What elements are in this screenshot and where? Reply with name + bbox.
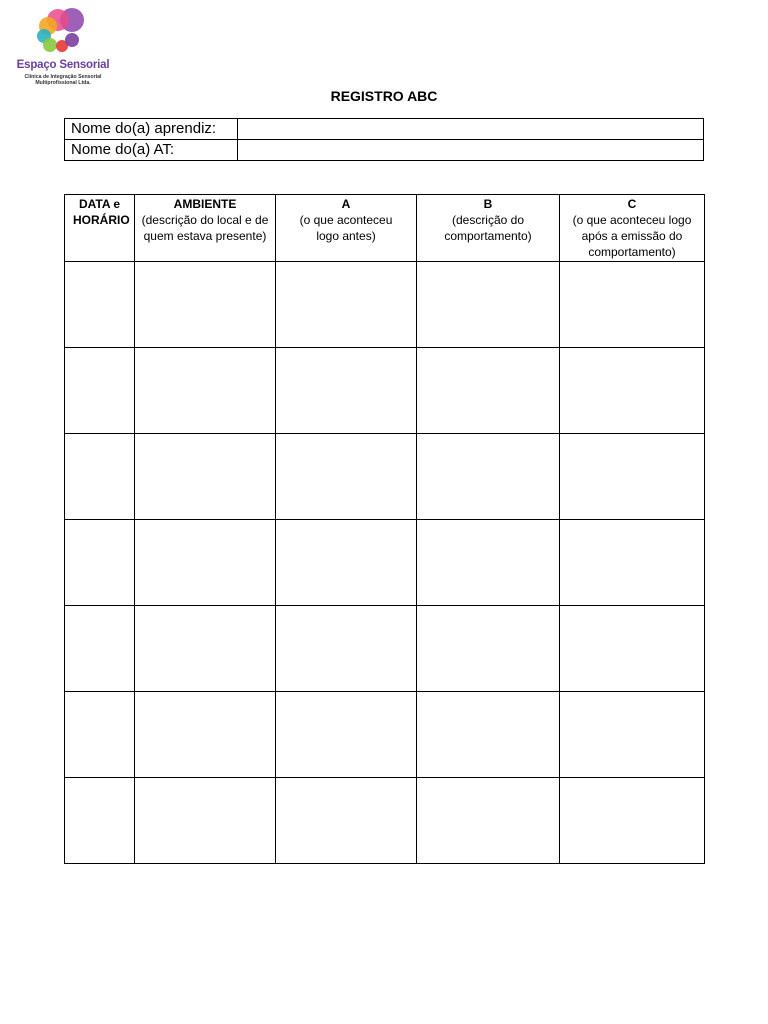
date-time-cell[interactable] [65, 778, 135, 864]
behavior-cell[interactable] [417, 262, 560, 348]
consequence-cell[interactable] [560, 606, 705, 692]
clinic-logo [14, 6, 110, 86]
at-name-row [65, 140, 704, 161]
column-description: (o que aconteceu logo após a emissão do comportamento) [572, 213, 692, 259]
logo-graphic [14, 6, 110, 60]
date-time-cell[interactable] [65, 692, 135, 778]
date-time-cell[interactable] [65, 606, 135, 692]
abc-record-table [64, 194, 705, 864]
column-heading: C [627, 197, 637, 211]
antecedent-cell[interactable] [276, 606, 417, 692]
document-title: REGISTRO ABC [330, 88, 438, 104]
logo-circle-green [43, 38, 57, 52]
logo-subtitle-line1: Clínica de Integração Sensorial [24, 74, 102, 80]
consequence-cell[interactable] [560, 434, 705, 520]
consequence-cell[interactable] [560, 348, 705, 434]
behavior-cell[interactable] [417, 606, 560, 692]
column-header-c [560, 195, 705, 262]
consequence-cell[interactable] [560, 262, 705, 348]
column-header-ambiente [135, 195, 276, 262]
column-heading: AMBIENTE [173, 197, 237, 211]
column-heading: DATA e HORÁRIO [73, 197, 130, 227]
date-time-cell[interactable] [65, 434, 135, 520]
table-row [65, 348, 705, 434]
column-description: (descrição do local e de quem estava presente) [141, 213, 269, 243]
date-time-cell[interactable] [65, 520, 135, 606]
behavior-cell[interactable] [417, 434, 560, 520]
consequence-cell[interactable] [560, 520, 705, 606]
antecedent-cell[interactable] [276, 778, 417, 864]
ambiente-cell[interactable] [135, 692, 276, 778]
ambiente-cell[interactable] [135, 520, 276, 606]
column-description: (o que aconteceu logo antes) [299, 213, 393, 243]
column-header-a [276, 195, 417, 262]
column-header-b [417, 195, 560, 262]
learner-name-row [65, 119, 704, 140]
name-fields-table [64, 118, 704, 161]
date-time-cell[interactable] [65, 262, 135, 348]
at-name-field[interactable] [238, 140, 704, 161]
ambiente-cell[interactable] [135, 262, 276, 348]
behavior-cell[interactable] [417, 778, 560, 864]
learner-name-field[interactable] [238, 119, 704, 140]
antecedent-cell[interactable] [276, 520, 417, 606]
abc-header-row [65, 195, 705, 262]
table-row [65, 520, 705, 606]
table-row [65, 262, 705, 348]
table-row [65, 778, 705, 864]
date-time-cell[interactable] [65, 348, 135, 434]
learner-name-label: Nome do(a) aprendiz: [65, 119, 238, 140]
column-heading: B [483, 197, 493, 211]
antecedent-cell[interactable] [276, 262, 417, 348]
ambiente-cell[interactable] [135, 778, 276, 864]
behavior-cell[interactable] [417, 692, 560, 778]
ambiente-cell[interactable] [135, 606, 276, 692]
table-row [65, 434, 705, 520]
table-row [65, 692, 705, 778]
column-description: (descrição do comportamento) [444, 213, 532, 243]
antecedent-cell[interactable] [276, 434, 417, 520]
at-name-label: Nome do(a) AT: [65, 140, 238, 161]
antecedent-cell[interactable] [276, 348, 417, 434]
column-header-date-time [65, 195, 135, 262]
behavior-cell[interactable] [417, 348, 560, 434]
behavior-cell[interactable] [417, 520, 560, 606]
logo-circle-violet [65, 33, 79, 47]
logo-subtitle-line2: Multiprofissional Ltda. [35, 80, 91, 86]
table-row [65, 606, 705, 692]
consequence-cell[interactable] [560, 692, 705, 778]
ambiente-cell[interactable] [135, 434, 276, 520]
antecedent-cell[interactable] [276, 692, 417, 778]
column-heading: A [341, 197, 351, 211]
ambiente-cell[interactable] [135, 348, 276, 434]
consequence-cell[interactable] [560, 778, 705, 864]
logo-name: Espaço Sensorial [16, 59, 110, 71]
